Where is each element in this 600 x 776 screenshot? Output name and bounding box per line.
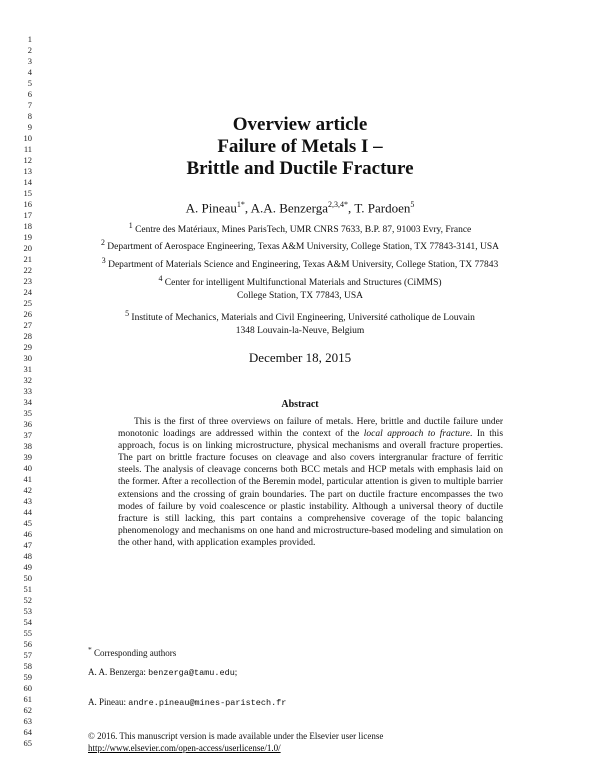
author-sup: 1*: [236, 200, 245, 209]
line-number: 2: [27, 45, 32, 55]
author-sep: ,: [244, 200, 251, 216]
line-number: 45: [23, 518, 32, 528]
line-number: 55: [23, 628, 32, 638]
affiliation-num: 3: [101, 256, 106, 265]
affiliation-text: Institute of Mechanics, Materials and Civil Engineering, Université catholique de Louvain: [131, 313, 475, 324]
affiliation-text: Center for intelligent Multifunctional Materials and Structures (CiMMS): [164, 278, 442, 289]
abstract-body: [118, 416, 503, 549]
line-number: 51: [23, 584, 32, 594]
contact-label: A. A. Benzerga:: [88, 667, 149, 677]
benzerga-contact: [88, 667, 237, 678]
line-number: 39: [23, 452, 32, 462]
line-number: 54: [23, 617, 32, 627]
abstract-emphasis: local approach to fracture: [363, 429, 470, 440]
affiliation-num: 1: [128, 221, 133, 230]
license-link[interactable]: http://www.elsevier.com/open-access/userlicense/1.0/: [88, 743, 281, 753]
affiliation-text: Department of Aerospace Engineering, Texas A&M University, College Station, TX 77843-3141, USA: [107, 242, 500, 253]
footnote-mark: *: [88, 645, 92, 654]
line-number: 25: [23, 298, 32, 308]
affiliation: [0, 256, 600, 270]
line-number: 27: [23, 320, 32, 330]
line-number: 13: [23, 166, 32, 176]
line-number: 31: [23, 364, 32, 374]
author-sup: 5: [410, 200, 415, 209]
line-number: 32: [23, 375, 32, 385]
author-sep: ,: [348, 200, 355, 216]
author-name: A.A. Benzerga: [250, 200, 329, 216]
email-link[interactable]: andre.pineau@mines-paristech.fr: [128, 698, 287, 708]
license-text: © 2016. This manuscript version is made available under the Elsevier user license: [88, 731, 384, 741]
contact-label: A. Pineau:: [88, 697, 129, 707]
line-number: 12: [23, 155, 32, 165]
author-name: T. Pardoen: [354, 200, 411, 216]
title-line-2: Failure of Metals I –: [217, 136, 383, 157]
footnote-text: Corresponding authors: [94, 648, 177, 658]
line-number: 7: [27, 100, 32, 110]
line-number: 11: [23, 144, 32, 154]
line-number: 57: [23, 650, 32, 660]
line-number: 37: [23, 430, 32, 440]
contact-end: ;: [234, 667, 238, 677]
line-number: 14: [23, 177, 32, 187]
author-sup: 2,3,4*: [328, 200, 349, 209]
line-number: 19: [23, 232, 32, 242]
abstract-text: . In this approach, focus is on linking microstructure, physical mechanisms and overall fracture properties. The part on brittle fracture focuses on cleavage and also covers intergranular fracture of ferritic steels. The analysis of cleavage concerns both BCC metals and HCP metals with emphasis laid on the former. After a recollection of the Beremin model, particular attention is given to multiple barrier extensions and the crossing of grain boundaries. The part on ductile fracture encompasses the two modes of failure by void coalescence or plastic instability. Although a universal theory of ductile fracture is still lacking, this part contains a comprehensive coverage of the topic balancing phenomenology and mechanisms on one hand and microstructure-based modeling and simulation on the other hand, with application examples provided.: [118, 429, 504, 548]
line-number: 59: [23, 672, 32, 682]
line-number: 26: [23, 309, 32, 319]
line-number: 58: [23, 661, 32, 671]
line-number: 46: [23, 529, 32, 539]
author-name: A. Pineau: [185, 200, 237, 216]
line-number: 29: [23, 342, 32, 352]
line-number: 44: [23, 507, 32, 517]
line-number: 4: [27, 67, 32, 77]
affiliation-num: 4: [158, 274, 163, 283]
affiliation-text: Department of Materials Science and Engineering, Texas A&M University, College Station, TX 77843: [108, 260, 499, 271]
affiliation: [0, 274, 600, 288]
corresponding-note: [88, 645, 176, 658]
line-number: 24: [23, 287, 32, 297]
affiliation: [0, 221, 600, 235]
line-number: 35: [23, 408, 32, 418]
paper-title: [0, 114, 600, 180]
line-number: 23: [23, 276, 32, 286]
line-number: 63: [23, 716, 32, 726]
line-number: 5: [27, 78, 32, 88]
line-number: 1: [27, 34, 32, 44]
line-number: 33: [23, 386, 32, 396]
line-number: 15: [23, 188, 32, 198]
line-number: 43: [23, 496, 32, 506]
line-number: 49: [23, 562, 32, 572]
affiliation: [0, 309, 600, 323]
affiliation-num: 5: [125, 309, 130, 318]
affiliation-num: 2: [100, 238, 105, 247]
line-number: 60: [23, 683, 32, 693]
line-number: 21: [23, 254, 32, 264]
line-number: 42: [23, 485, 32, 495]
line-number: 8: [27, 111, 32, 121]
email-link[interactable]: benzerga@tamu.edu: [148, 668, 235, 678]
line-number: 10: [23, 133, 32, 143]
paper-date: December 18, 2015: [248, 350, 352, 365]
line-number: 16: [23, 199, 32, 209]
line-number: 3: [27, 56, 32, 66]
line-number: 48: [23, 551, 32, 561]
abstract-heading: Abstract: [281, 399, 319, 410]
line-number: 6: [27, 89, 32, 99]
line-number: 18: [23, 221, 32, 231]
line-number: 34: [23, 397, 32, 407]
line-number: 28: [23, 331, 32, 341]
affiliation-text: Centre des Matériaux, Mines ParisTech, UMR CNRS 7633, B.P. 87, 91003 Evry, France: [135, 225, 472, 236]
line-number: 9: [27, 122, 32, 132]
affiliation-line2: 1348 Louvain-la-Neuve, Belgium: [235, 326, 365, 336]
line-number: 41: [23, 474, 32, 484]
title-line-1: Overview article: [232, 114, 368, 135]
line-number: 30: [23, 353, 32, 363]
title-line-3: Brittle and Ductile Fracture: [186, 158, 414, 179]
line-number: 17: [23, 210, 32, 220]
affiliation-line2: College Station, TX 77843, USA: [237, 291, 363, 301]
line-number: 22: [23, 265, 32, 275]
line-number: 38: [23, 441, 32, 451]
line-number: 56: [23, 639, 32, 649]
abstract-text: This is the first of three overviews on failure of metals. Here, brittle and ductile failure under monotonic loadings are addressed within the context of the: [118, 417, 503, 440]
line-number: 65: [23, 738, 32, 748]
author-list: [0, 200, 600, 216]
affiliation: [0, 238, 600, 252]
line-number: 50: [23, 573, 32, 583]
line-number: 40: [23, 463, 32, 473]
line-number: 62: [23, 705, 32, 715]
line-number: 64: [23, 727, 32, 737]
line-number: 52: [23, 595, 32, 605]
line-number: 53: [23, 606, 32, 616]
line-number: 47: [23, 540, 32, 550]
line-number: 61: [23, 694, 32, 704]
pineau-contact: [88, 697, 286, 708]
line-number: 20: [23, 243, 32, 253]
line-number: 36: [23, 419, 32, 429]
